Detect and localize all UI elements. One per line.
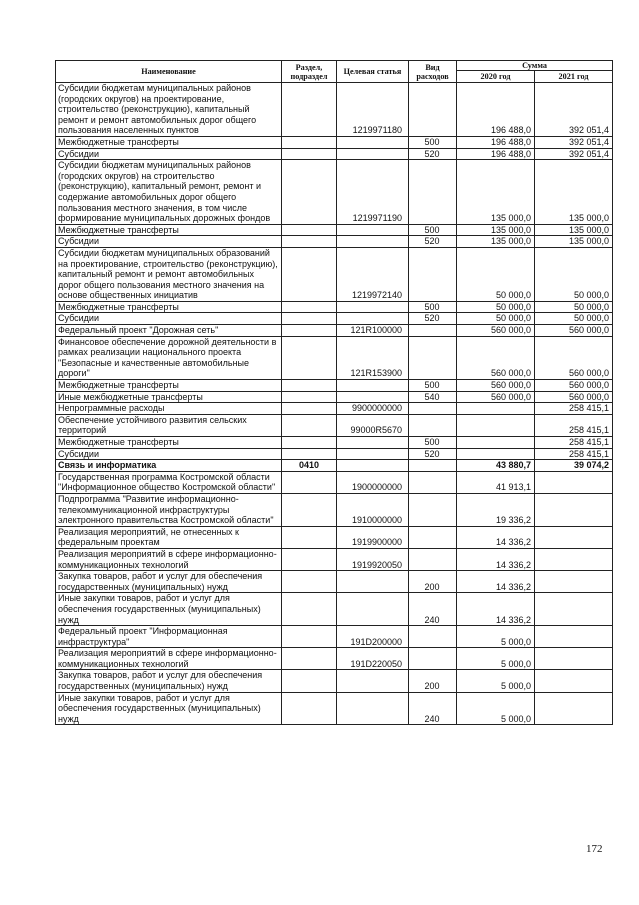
row-sum-2020 — [457, 414, 535, 436]
row-sum-2021 — [535, 648, 613, 670]
row-section — [282, 236, 337, 248]
row-sum-2021: 258 415,1 — [535, 448, 613, 460]
row-expense-type: 500 — [409, 301, 457, 313]
table-row — [56, 83, 613, 137]
row-sum-2020: 560 000,0 — [457, 336, 535, 379]
row-name: Федеральный проект "Дорожная сеть" — [56, 325, 282, 337]
table-row — [56, 437, 613, 449]
row-expense-type — [409, 325, 457, 337]
row-name: Закупка товаров, работ и услуг для обеспечения государственных (муниципальных) нужд — [56, 571, 282, 593]
row-sum-2020: 14 336,2 — [457, 548, 535, 570]
row-target-code — [337, 236, 409, 248]
row-target-code — [337, 224, 409, 236]
row-target-code — [337, 448, 409, 460]
row-section — [282, 336, 337, 379]
row-sum-2021 — [535, 471, 613, 493]
row-target-code — [337, 136, 409, 148]
row-section — [282, 414, 337, 436]
row-expense-type — [409, 414, 457, 436]
row-section — [282, 148, 337, 160]
row-section — [282, 692, 337, 725]
row-section — [282, 448, 337, 460]
table-row — [56, 460, 613, 472]
budget-sheet — [55, 60, 612, 725]
row-section — [282, 136, 337, 148]
table-row — [56, 692, 613, 725]
row-sum-2021 — [535, 626, 613, 648]
table-row — [56, 336, 613, 379]
row-target-code — [337, 593, 409, 626]
table-row — [56, 224, 613, 236]
row-name: Иные закупки товаров, работ и услуг для обеспечения государственных (муниципальных) нужд — [56, 692, 282, 725]
row-sum-2021: 258 415,1 — [535, 414, 613, 436]
row-sum-2020: 196 488,0 — [457, 136, 535, 148]
row-section: 0410 — [282, 460, 337, 472]
row-name: Субсидии — [56, 148, 282, 160]
row-expense-type — [409, 247, 457, 301]
row-expense-type — [409, 83, 457, 137]
table-row — [56, 626, 613, 648]
row-sum-2021 — [535, 548, 613, 570]
row-sum-2020 — [457, 403, 535, 415]
table-row — [56, 670, 613, 692]
row-name: Субсидии бюджетам муниципальных районов (городских округов) на строительство (реконструкцию), капитальный ремонт, ремонт и содержание автомобильных дорог общего пользования местного значения, в том числе формирование муниципальных дорожных фондов — [56, 160, 282, 225]
row-section — [282, 325, 337, 337]
table-row — [56, 493, 613, 526]
row-target-code: 1900000000 — [337, 471, 409, 493]
row-sum-2020: 196 488,0 — [457, 148, 535, 160]
table-row — [56, 648, 613, 670]
row-section — [282, 493, 337, 526]
row-sum-2020: 43 880,7 — [457, 460, 535, 472]
table-row — [56, 571, 613, 593]
row-name: Межбюджетные трансферты — [56, 301, 282, 313]
table-row — [56, 548, 613, 570]
row-target-code: 191D220050 — [337, 648, 409, 670]
table-row — [56, 380, 613, 392]
row-name: Субсидии — [56, 236, 282, 248]
row-name: Реализация мероприятий в сфере информационно-коммуникационных технологий — [56, 548, 282, 570]
row-section — [282, 593, 337, 626]
row-name: Межбюджетные трансферты — [56, 224, 282, 236]
row-target-code: 1219972140 — [337, 247, 409, 301]
table-row — [56, 325, 613, 337]
table-row — [56, 471, 613, 493]
row-sum-2020: 50 000,0 — [457, 313, 535, 325]
row-expense-type — [409, 160, 457, 225]
row-target-code — [337, 571, 409, 593]
row-name: Федеральный проект "Информационная инфраструктура" — [56, 626, 282, 648]
header-target: Целевая статья — [337, 61, 409, 83]
row-name: Субсидии бюджетам муниципальных образований на проектирование, строительство (реконструкцию), капитальный ремонт и ремонт автомобильных дорог общего пользования местного значения на основе общественных инициатив — [56, 247, 282, 301]
row-name: Реализация мероприятий, не отнесенных к федеральным проектам — [56, 526, 282, 548]
row-sum-2021: 560 000,0 — [535, 391, 613, 403]
row-target-code — [337, 301, 409, 313]
row-sum-2021: 50 000,0 — [535, 247, 613, 301]
row-section — [282, 670, 337, 692]
row-name: Подпрограмма "Развитие информационно-телекоммуникационной инфраструктуры электронного правительства Костромской области" — [56, 493, 282, 526]
row-target-code — [337, 437, 409, 449]
row-expense-type — [409, 336, 457, 379]
row-name: Реализация мероприятий в сфере информационно-коммуникационных технологий — [56, 648, 282, 670]
row-expense-type: 200 — [409, 670, 457, 692]
row-target-code: 191D200000 — [337, 626, 409, 648]
table-row — [56, 313, 613, 325]
row-sum-2021: 50 000,0 — [535, 301, 613, 313]
row-expense-type: 500 — [409, 136, 457, 148]
row-target-code: 1219971180 — [337, 83, 409, 137]
row-name: Непрограммные расходы — [56, 403, 282, 415]
row-expense-type: 500 — [409, 380, 457, 392]
row-target-code — [337, 313, 409, 325]
row-expense-type: 520 — [409, 313, 457, 325]
row-expense-type — [409, 548, 457, 570]
row-sum-2020 — [457, 448, 535, 460]
row-section — [282, 648, 337, 670]
row-sum-2020: 5 000,0 — [457, 692, 535, 725]
row-sum-2021: 560 000,0 — [535, 336, 613, 379]
row-section — [282, 526, 337, 548]
table-row — [56, 414, 613, 436]
row-sum-2021: 258 415,1 — [535, 403, 613, 415]
table-row — [56, 148, 613, 160]
row-sum-2020: 50 000,0 — [457, 301, 535, 313]
table-header — [56, 61, 613, 83]
row-sum-2021: 392 051,4 — [535, 148, 613, 160]
row-target-code: 1910000000 — [337, 493, 409, 526]
header-year-2021: 2021 год — [535, 71, 613, 83]
row-section — [282, 471, 337, 493]
row-sum-2020: 41 913,1 — [457, 471, 535, 493]
row-expense-type — [409, 648, 457, 670]
row-name: Субсидии — [56, 313, 282, 325]
table-row — [56, 247, 613, 301]
row-target-code: 1219971190 — [337, 160, 409, 225]
table-row — [56, 236, 613, 248]
table-row — [56, 136, 613, 148]
row-section — [282, 313, 337, 325]
table-row — [56, 391, 613, 403]
row-target-code: 99000R5670 — [337, 414, 409, 436]
row-name: Субсидии — [56, 448, 282, 460]
row-sum-2020: 14 336,2 — [457, 526, 535, 548]
row-expense-type: 240 — [409, 692, 457, 725]
row-name: Иные закупки товаров, работ и услуг для обеспечения государственных (муниципальных) нужд — [56, 593, 282, 626]
row-sum-2020: 5 000,0 — [457, 626, 535, 648]
row-section — [282, 403, 337, 415]
row-target-code: 1919900000 — [337, 526, 409, 548]
row-name: Иные межбюджетные трансферты — [56, 391, 282, 403]
row-name: Связь и информатика — [56, 460, 282, 472]
row-section — [282, 160, 337, 225]
row-section — [282, 571, 337, 593]
row-section — [282, 380, 337, 392]
row-sum-2021: 50 000,0 — [535, 313, 613, 325]
row-sum-2021 — [535, 692, 613, 725]
row-sum-2020: 560 000,0 — [457, 380, 535, 392]
row-expense-type — [409, 460, 457, 472]
row-sum-2021: 392 051,4 — [535, 136, 613, 148]
page-number: 172 — [586, 843, 603, 855]
row-sum-2021: 39 074,2 — [535, 460, 613, 472]
row-name: Межбюджетные трансферты — [56, 437, 282, 449]
row-name: Межбюджетные трансферты — [56, 136, 282, 148]
budget-table — [55, 60, 613, 725]
header-section: Раздел, подраздел — [282, 61, 337, 83]
row-name: Межбюджетные трансферты — [56, 380, 282, 392]
row-expense-type: 540 — [409, 391, 457, 403]
row-expense-type — [409, 626, 457, 648]
table-body — [56, 83, 613, 725]
row-target-code: 1919920050 — [337, 548, 409, 570]
row-expense-type: 240 — [409, 593, 457, 626]
row-target-code — [337, 670, 409, 692]
row-sum-2020: 5 000,0 — [457, 670, 535, 692]
header-sum: Сумма — [457, 61, 613, 71]
table-row — [56, 526, 613, 548]
row-sum-2020: 560 000,0 — [457, 325, 535, 337]
row-expense-type: 520 — [409, 448, 457, 460]
row-expense-type: 500 — [409, 224, 457, 236]
row-sum-2021 — [535, 526, 613, 548]
row-expense-type: 200 — [409, 571, 457, 593]
row-sum-2021: 135 000,0 — [535, 236, 613, 248]
row-sum-2021 — [535, 593, 613, 626]
row-expense-type — [409, 471, 457, 493]
row-sum-2020: 135 000,0 — [457, 160, 535, 225]
row-target-code — [337, 148, 409, 160]
row-sum-2021: 392 051,4 — [535, 83, 613, 137]
row-sum-2021 — [535, 493, 613, 526]
row-target-code — [337, 380, 409, 392]
row-sum-2020: 14 336,2 — [457, 593, 535, 626]
table-row — [56, 448, 613, 460]
row-section — [282, 83, 337, 137]
row-name: Закупка товаров, работ и услуг для обеспечения государственных (муниципальных) нужд — [56, 670, 282, 692]
row-section — [282, 437, 337, 449]
row-expense-type — [409, 526, 457, 548]
row-expense-type: 520 — [409, 236, 457, 248]
row-sum-2020: 50 000,0 — [457, 247, 535, 301]
table-row — [56, 160, 613, 225]
row-section — [282, 247, 337, 301]
row-target-code — [337, 391, 409, 403]
row-target-code — [337, 692, 409, 725]
row-sum-2020: 14 336,2 — [457, 571, 535, 593]
row-name: Обеспечение устойчивого развития сельских территорий — [56, 414, 282, 436]
row-sum-2020: 19 336,2 — [457, 493, 535, 526]
row-section — [282, 301, 337, 313]
row-sum-2021: 135 000,0 — [535, 224, 613, 236]
row-sum-2021: 560 000,0 — [535, 380, 613, 392]
row-name: Финансовое обеспечение дорожной деятельности в рамках реализации национального проекта "Безопасные и качественные автомобильные дороги" — [56, 336, 282, 379]
row-section — [282, 224, 337, 236]
row-sum-2020: 135 000,0 — [457, 224, 535, 236]
row-sum-2021: 135 000,0 — [535, 160, 613, 225]
row-sum-2020: 196 488,0 — [457, 83, 535, 137]
row-target-code — [337, 460, 409, 472]
table-row — [56, 301, 613, 313]
row-expense-type: 500 — [409, 437, 457, 449]
row-section — [282, 391, 337, 403]
row-sum-2020: 5 000,0 — [457, 648, 535, 670]
row-target-code: 121R100000 — [337, 325, 409, 337]
row-name: Субсидии бюджетам муниципальных районов (городских округов) на проектирование, строительство (реконструкцию), капитальный ремонт и ремонт автомобильных дорог общего пользования населенных пунктов — [56, 83, 282, 137]
row-section — [282, 626, 337, 648]
header-type: Вид расходов — [409, 61, 457, 83]
row-sum-2020: 135 000,0 — [457, 236, 535, 248]
row-sum-2021 — [535, 670, 613, 692]
row-sum-2021: 258 415,1 — [535, 437, 613, 449]
row-expense-type: 520 — [409, 148, 457, 160]
row-sum-2020: 560 000,0 — [457, 391, 535, 403]
header-year-2020: 2020 год — [457, 71, 535, 83]
table-row — [56, 403, 613, 415]
row-name: Государственная программа Костромской области "Информационное общество Костромской области" — [56, 471, 282, 493]
row-sum-2021 — [535, 571, 613, 593]
row-section — [282, 548, 337, 570]
table-row — [56, 593, 613, 626]
row-target-code: 9900000000 — [337, 403, 409, 415]
row-sum-2020 — [457, 437, 535, 449]
row-sum-2021: 560 000,0 — [535, 325, 613, 337]
row-expense-type — [409, 493, 457, 526]
header-name: Наименование — [56, 61, 282, 83]
row-target-code: 121R153900 — [337, 336, 409, 379]
row-expense-type — [409, 403, 457, 415]
